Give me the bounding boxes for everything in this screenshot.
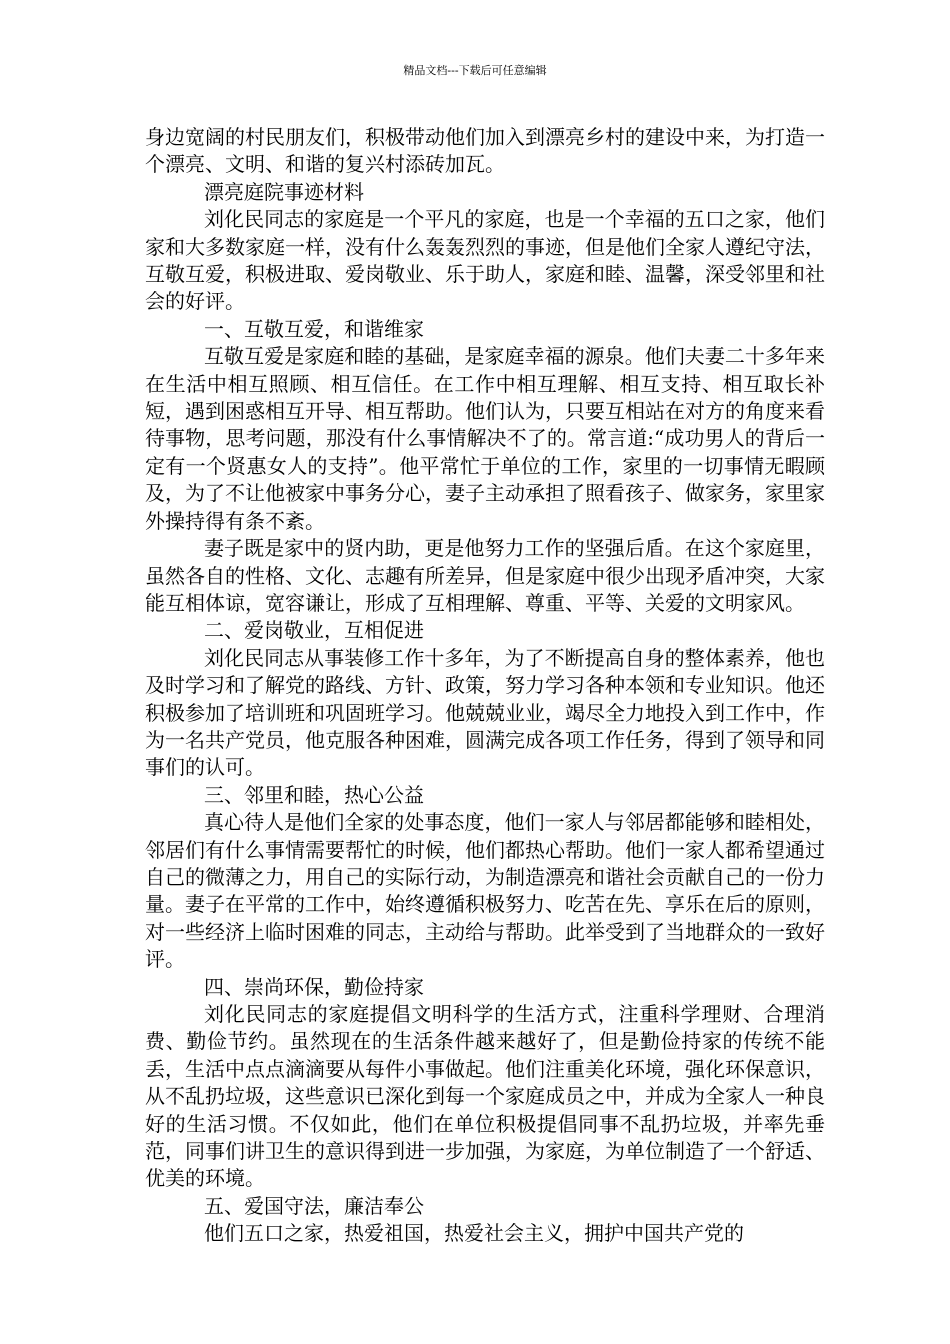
section-heading-4: 四、崇尚环保，勤俭持家: [204, 974, 424, 999]
paragraph-section-1a: 互敬互爱是家庭和睦的基础，是家庭幸福的源泉。他们夫妻二十多年来在生活中相互照顾、相互信任。在工作中相互理解、相互支持、相互取长补短，遇到困惑相互开导、相互帮助。他们认为，只要互相站在对方的角度来看待事物，思考问题，那没有什么事情解决不了的。常言道:“成功男人的背后一定有一个贤惠女人的支持”。他平常忙于单位的工作，家里的一切事情无暇顾及，为了不让他被家中事务分心，妻子主动承担了照看孩子、做家务，家里家外操持得有条不紊。: [145, 344, 825, 533]
paragraph-section-4: 刘化民同志的家庭提倡文明科学的生活方式，注重科学理财、合理消费、勤俭节约。虽然现在的生活条件越来越好了，但是勤俭持家的传统不能丢，生活中点点滴滴要从每件小事做起。他们注重美化环境，强化环保意识，从不乱扔垃圾，这些意识已深化到每一个家庭成员之中，并成为全家人一种良好的生活习惯。不仅如此，他们在单位积极提倡同事不乱扔垃圾，并率先垂范，同事们讲卫生的意识得到进一步加强，为家庭，为单位制造了一个舒适、优美的环境。: [145, 1002, 825, 1191]
page-header: 精品文档---下载后可任意编辑: [403, 64, 547, 77]
paragraph-section-1b: 妻子既是家中的贤内助，更是他努力工作的坚强后盾。在这个家庭里，虽然各自的性格、文化、志趣有所差异，但是家庭中很少出现矛盾冲突，大家能互相体谅，宽容谦让，形成了互相理解、尊重、平等、关爱的文明家风。: [145, 536, 825, 615]
section-heading-3: 三、邻里和睦，热心公益: [204, 782, 424, 807]
section-heading-5: 五、爱国守法，廉洁奉公: [204, 1193, 424, 1218]
document-body: [145, 124, 825, 1248]
paragraph-intro: 刘化民同志的家庭是一个平凡的家庭，也是一个幸福的五口之家，他们家和大多数家庭一样，没有什么轰轰烈烈的事迹，但是他们全家人遵纪守法，互敬互爱，积极进取、爱岗敬业、乐于助人，家庭和睦、温馨，深受邻里和社会的好评。: [145, 207, 825, 314]
section-heading-1: 一、互敬互爱，和谐维家: [204, 316, 424, 341]
document-title: 漂亮庭院事迹材料: [204, 179, 364, 204]
paragraph-continuation: 身边宽阔的村民朋友们，积极带动他们加入到漂亮乡村的建设中来，为打造一个漂亮、文明、和谐的复兴村添砖加瓦。: [145, 125, 825, 177]
paragraph-section-3: 真心待人是他们全家的处事态度，他们一家人与邻居都能够和睦相处，邻居们有什么事情需要帮忙的时候，他们都热心帮助。他们一家人都希望通过自己的微薄之力，用自己的实际行动，为制造漂亮和谐社会贡献自己的一份力量。妻子在平常的工作中，始终遵循积极努力、吃苦在先、享乐在后的原则，对一些经济上临时困难的同志，主动给与帮助。此举受到了当地群众的一致好评。: [145, 810, 825, 972]
paragraph-section-5: 他们五口之家，热爱祖国，热爱社会主义，拥护中国共产党的: [204, 1221, 744, 1246]
paragraph-section-2: 刘化民同志从事装修工作十多年，为了不断提高自身的整体素养，他也及时学习和了解党的路线、方针、政策，努力学习各种本领和专业知识。他还积极参加了培训班和巩固班学习。他兢兢业业，竭尽全力地投入到工作中，作为一名共产党员，他克服各种困难，圆满完成各项工作任务，得到了领导和同事们的认可。: [145, 645, 825, 780]
section-heading-2: 二、爱岗敬业，互相促进: [204, 618, 424, 643]
